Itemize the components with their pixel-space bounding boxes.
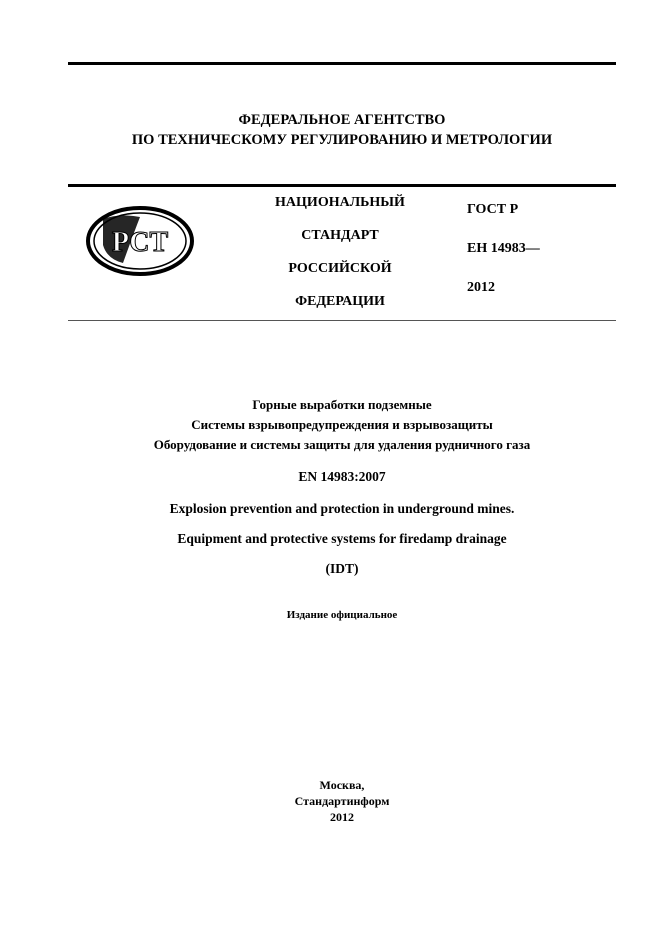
title-en-line-1: Explosion prevention and protection in underground mines.	[169, 501, 515, 516]
agency-name	[68, 110, 616, 150]
gost-r-logo	[85, 205, 195, 277]
designation-line-1: ГОСТ Р	[467, 202, 519, 217]
standard-line-4: ФЕДЕРАЦИИ	[295, 294, 385, 309]
svg-text:РСТ: РСТ	[111, 227, 169, 258]
russian-title	[68, 395, 616, 455]
imprint	[68, 777, 616, 825]
standard-line-3: РОССИЙСКОЙ	[288, 261, 392, 276]
imprint-year: 2012	[330, 810, 354, 824]
middle-rule	[68, 184, 616, 187]
edition-note: Издание официальное	[286, 609, 398, 621]
imprint-publisher: Стандартинформ	[294, 794, 390, 808]
thin-rule	[68, 320, 616, 321]
agency-line-2: ПО ТЕХНИЧЕСКОМУ РЕГУЛИРОВАНИЮ И МЕТРОЛОГИИ	[131, 132, 553, 148]
standard-designation	[467, 198, 540, 315]
standard-type-block	[240, 191, 440, 323]
standard-line-1: НАЦИОНАЛЬНЫЙ	[275, 195, 405, 210]
designation-line-3: 2012	[467, 280, 495, 295]
imprint-city: Москва,	[319, 778, 365, 792]
top-rule	[68, 62, 616, 65]
agency-line-1: ФЕДЕРАЛЬНОЕ АГЕНТСТВО	[238, 112, 446, 128]
title-ru-line-3: Оборудование и системы защиты для удаления рудничного газа	[153, 437, 531, 452]
standard-line-2: СТАНДАРТ	[301, 228, 379, 243]
english-title	[68, 499, 616, 559]
designation-line-2: ЕН 14983—	[467, 241, 540, 256]
idt-marker: (IDT)	[325, 561, 359, 576]
title-ru-line-1: Горные выработки подземные	[252, 397, 432, 412]
title-en-line-2: Equipment and protective systems for firedamp drainage	[177, 531, 507, 546]
title-ru-line-2: Системы взрывопредупреждения и взрывозащиты	[191, 417, 493, 432]
en-reference: EN 14983:2007	[298, 469, 386, 484]
